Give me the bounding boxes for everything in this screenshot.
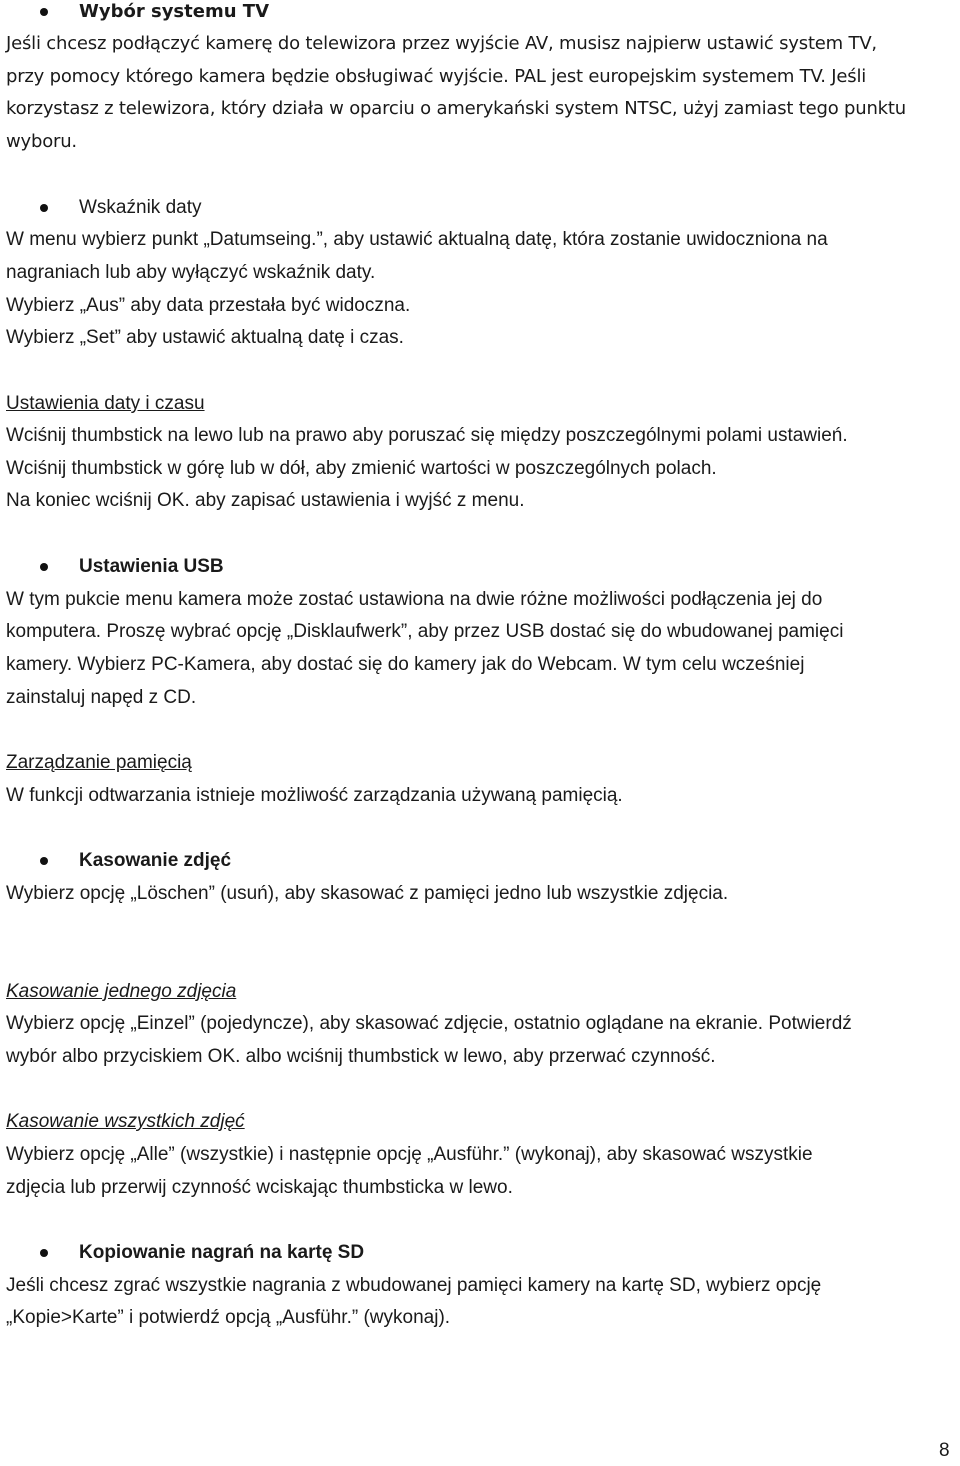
paragraph-line: komputera. Proszę wybrać opcję „Disklaufwerk”, aby przez USB dostać się do wbudowanej pamięci [6,621,844,642]
paragraph-line: „Kopie>Karte” i potwierdź opcją „Ausführ.” (wykonaj). [6,1307,451,1328]
heading-label: Ustawienia USB [79,556,224,577]
paragraph-line: wybór albo przyciskiem OK. albo wciśnij thumbstick w lewo, aby przerwać czynność. [6,1046,716,1067]
page-number: 8 [939,1440,950,1461]
paragraph-line: Wybierz opcję „Alle” (wszystkie) i następnie opcję „Ausführ.” (wykonaj), aby skasować wszystkie [6,1144,813,1165]
paragraph-line: W menu wybierz punkt „Datumseing.”, aby ustawić aktualną datę, która zostanie uwidoczniona na [6,229,828,250]
heading-label: Wybór systemu TV [79,1,270,22]
paragraph-line: W tym pukcie menu kamera może zostać ustawiona na dwie różne możliwości podłączenia jej do [6,589,823,610]
subsection-heading: Ustawienia daty i czasu [6,393,205,414]
paragraph-line: Wybierz „Set” aby ustawić aktualną datę i czas. [6,327,404,348]
bullet-icon [40,563,48,571]
paragraph-line: Wybierz opcję „Einzel” (pojedyncze), aby skasować zdjęcie, ostatnio oglądane na ekranie. Potwierdź [6,1013,852,1034]
subsection-heading: Kasowanie wszystkich zdjęć [6,1111,245,1132]
heading-label: Kasowanie zdjęć [79,850,232,871]
paragraph-line: Wciśnij thumbstick w górę lub w dół, aby zmienić wartości w poszczególnych polach. [6,458,717,479]
paragraph-line: Wybierz „Aus” aby data przestała być widoczna. [6,295,411,316]
paragraph-line: Wciśnij thumbstick na lewo lub na prawo aby poruszać się między poszczególnymi polami ustawień. [6,425,848,446]
bullet-icon [40,857,48,865]
bullet-icon [40,204,48,212]
paragraph-line: kamery. Wybierz PC-Kamera, aby dostać się do kamery jak do Webcam. W tym celu wcześniej [6,654,805,675]
paragraph-line: W funkcji odtwarzania istnieje możliwość zarządzania używaną pamięcią. [6,785,623,806]
bullet-icon [40,8,48,16]
paragraph-line: przy pomocy którego kamera będzie obsługiwać wyjście. PAL jest europejskim systemem TV. Jeśli [6,66,867,87]
paragraph-line: zainstaluj napęd z CD. [6,687,197,708]
paragraph-line: nagraniach lub aby wyłączyć wskaźnik daty. [6,262,376,283]
paragraph-line: Wybierz opcję „Löschen” (usuń), aby skasować z pamięci jedno lub wszystkie zdjęcia. [6,883,729,904]
paragraph-line: Na koniec wciśnij OK. aby zapisać ustawienia i wyjść z menu. [6,490,525,511]
subsection-heading: Zarządzanie pamięcią [6,752,192,773]
heading-label: Wskaźnik daty [79,197,202,218]
paragraph-line: Jeśli chcesz zgrać wszystkie nagrania z wbudowanej pamięci kamery na kartę SD, wybierz opcję [6,1275,822,1296]
subsection-heading: Kasowanie jednego zdjęcia [6,981,237,1002]
heading-label: Kopiowanie nagrań na kartę SD [79,1242,365,1263]
paragraph-line: Jeśli chcesz podłączyć kamerę do telewizora przez wyjście AV, musisz najpierw ustawić system TV, [6,33,877,54]
bullet-icon [40,1249,48,1257]
paragraph-line: zdjęcia lub przerwij czynność wciskając thumbsticka w lewo. [6,1177,513,1198]
paragraph-line: wyboru. [6,131,77,152]
paragraph-line: korzystasz z telewizora, który działa w oparciu o amerykański system NTSC, użyj zamiast tego punktu [6,98,906,119]
